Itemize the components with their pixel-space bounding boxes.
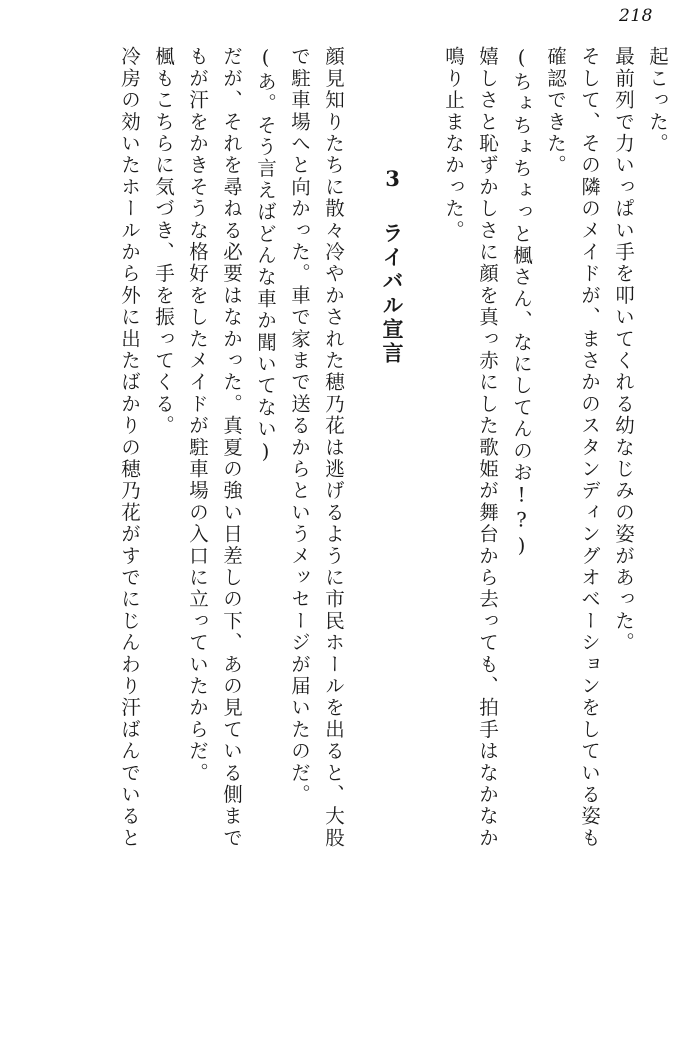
text-column: (あ。そう言えばどんな車か聞いてない) — [254, 46, 277, 466]
text-column: 起こった。 — [646, 46, 669, 155]
text-column: だが、それを尋ねる必要はなかった。真夏の強い日差しの下、あの見ている側まで — [220, 46, 243, 849]
text-column-blank — [343, 46, 369, 976]
text-column: 鳴り止まなかった。 — [442, 46, 465, 242]
text-column: で駐車場へと向かった。車で家まで送るからというメッセージが届いたのだ。 — [288, 46, 311, 806]
text-column: (ちょちょちょっと楓さん、なにしてんのお!?) — [510, 46, 533, 560]
text-column: 楓もこちらに気づき、手を振ってくる。 — [152, 46, 175, 437]
text-column: 顔見知りたちに散々冷やかされた穂乃花は逃げるように市民ホールを出ると、大股 — [322, 46, 345, 849]
text-column: もが汗をかきそうな格好をしたメイドが駐車場の入口に立っていたからだ。 — [186, 46, 209, 784]
text-column: 冷房の効いたホールから外に出たばかりの穂乃花がすでにじんわり汗ばんでいると — [118, 46, 141, 849]
text-column-blank — [403, 46, 429, 976]
section-heading: 3 ライバル宣言 — [380, 166, 405, 366]
text-column: 最前列で力いっぱい手を叩いてくれる幼なじみの姿があった。 — [612, 46, 635, 654]
text-column: 嬉しさと恥ずかしさに顔を真っ赤にした歌姫が舞台から去っても、拍手はなかなか — [476, 46, 499, 849]
text-column: そして、その隣のメイドが、まさかのスタンディングオベーションをしている姿も — [578, 46, 601, 849]
text-column: 確認できた。 — [544, 46, 567, 177]
vertical-text-body — [26, 46, 667, 1006]
page-number: 218 — [619, 6, 653, 26]
